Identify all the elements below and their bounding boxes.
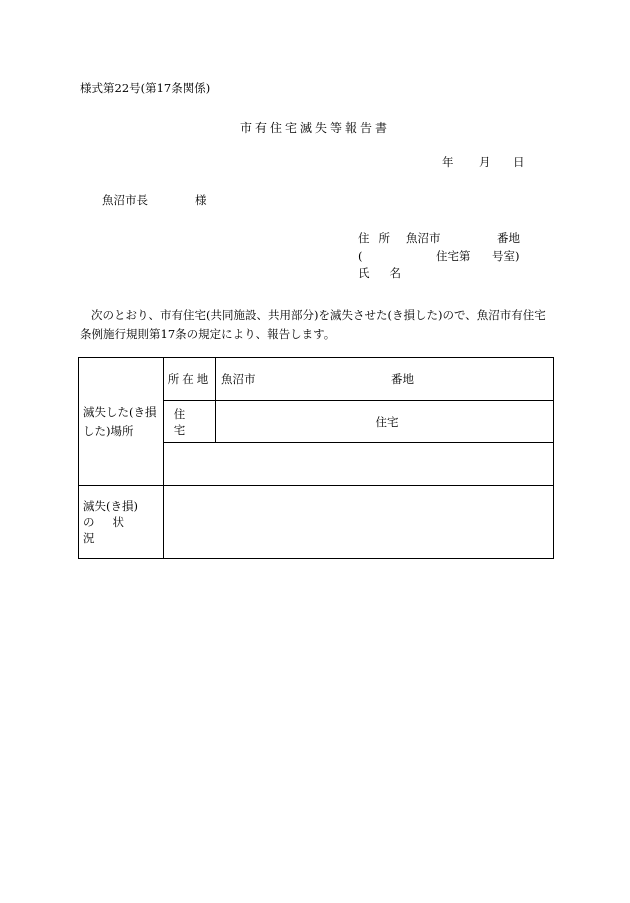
- date-day-label: 日: [513, 155, 525, 169]
- addressee-name: 魚沼市長: [102, 193, 148, 207]
- report-table: [78, 357, 554, 559]
- state-header-line1: 滅失(き損): [83, 499, 138, 513]
- location-city: 魚沼市: [221, 372, 256, 386]
- house-label: 住宅: [173, 406, 206, 437]
- report-body-text: 次のとおり、市有住宅(共同施設、共用部分)を滅失させた(き損した)ので、魚沼市有住宅条例施行規則第17条の規定により、報告します。: [80, 308, 546, 341]
- date-month-label: 月: [479, 155, 491, 169]
- document-title: 市有住宅滅失等報告書: [239, 121, 390, 135]
- addressee-honorific: 様: [195, 193, 207, 207]
- location-label: 所在地: [167, 372, 212, 386]
- state-header-cell: [79, 486, 164, 559]
- house-value-cell[interactable]: [216, 401, 554, 443]
- reporter-jutaku-number: 住宅第: [436, 249, 471, 263]
- table-row: [79, 358, 554, 401]
- reporter-address-city: 魚沼市: [406, 231, 441, 245]
- location-header: 滅失した(き損した)場所: [83, 404, 157, 438]
- form-number: 様式第22号(第17条関係): [80, 81, 211, 95]
- reporter-address-label: 住所: [358, 231, 399, 245]
- state-value-cell[interactable]: [164, 486, 554, 559]
- reporter-name-label: 氏名: [358, 266, 421, 280]
- date-year-label: 年: [442, 155, 454, 169]
- reporter-room-number: 号室): [492, 249, 520, 263]
- location-label-cell: [164, 358, 216, 401]
- location-extra-cell[interactable]: [164, 443, 554, 486]
- location-value-cell[interactable]: [216, 358, 554, 401]
- location-banchi: 番地: [391, 372, 414, 386]
- state-header-line2: の状況: [83, 515, 142, 545]
- table-row: [79, 486, 554, 559]
- house-label-cell: [164, 401, 216, 443]
- reporter-address-banchi: 番地: [497, 231, 520, 245]
- house-value: 住宅: [375, 414, 399, 429]
- location-header-cell: [79, 358, 164, 486]
- reporter-paren-open: (: [358, 249, 363, 263]
